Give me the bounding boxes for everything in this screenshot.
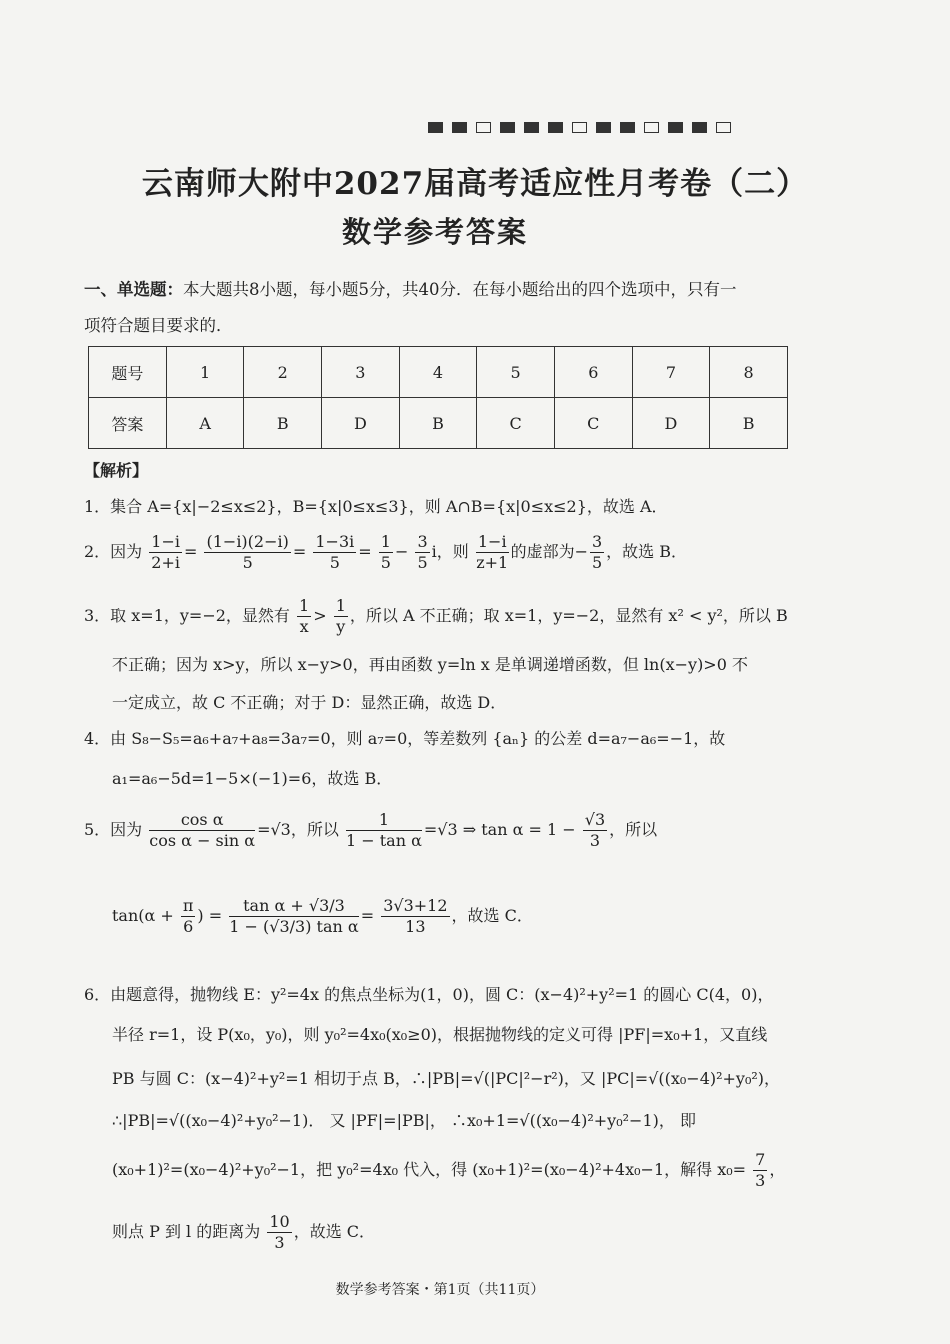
numerator: 1: [380, 532, 391, 551]
section-text-2: 项符合题目要求的．: [84, 316, 233, 335]
row-label-answer: 答案: [89, 398, 167, 449]
square-filled: [524, 122, 539, 133]
fraction: [379, 532, 393, 573]
square-outline: [644, 122, 659, 133]
denominator: 5: [417, 553, 428, 572]
page-footer: 数学参考答案・第1页（共11页）: [335, 1282, 545, 1298]
s6-text: (x₀+1)²=(x₀−4)²+y₀²−1，把 y₀²=4x₀ 代入，得 (x₀+1)²=(x₀−4)²+4x₀−1，解得 x₀=: [112, 1160, 747, 1179]
solution-6-line-6: [112, 1212, 824, 1253]
solution-3-line-2: 不正确；因为 x>y，所以 x−y>0，再由函数 y=ln x 是单调递增函数，但 ln(x−y)>0 不: [112, 655, 748, 674]
answer-cell: D: [632, 398, 710, 449]
solution-6-line-2: 半径 r=1，设 P(x₀，y₀)，则 y₀²=4x₀(x₀≥0)，根据抛物线的定义可得 |PF|=x₀+1，又直线: [112, 1025, 768, 1044]
square-outline: [476, 122, 491, 133]
solution-6-line-4: ∴|PB|=√((x₀−4)²+y₀²−1)． 又 |PF|=|PB|， ∴x₀+1=√((x₀−4)²+y₀²−1)， 即: [112, 1111, 696, 1130]
square-filled: [692, 122, 707, 133]
s5-text: tan(α +: [112, 906, 174, 925]
row-label-number: 题号: [89, 347, 167, 398]
numerator: 3: [591, 532, 603, 551]
square-filled: [596, 122, 611, 133]
denominator: 13: [405, 917, 426, 936]
numerator: tan α + √3/3: [229, 896, 358, 917]
solution-2: 2．因为 $\frac{1-i}{2+i}$ = $\frac{(1-i)(2-i)}{5}$ = $\frac{1-3i}{5}$ = $\frac{1}{5}$ − $\frac{3}{5}$ i，则 $\frac{1-i}{z+1}$ 的虚部为− $\frac{3}{5}$ ，故选 B．: [84, 532, 688, 572]
answer-cell: D: [322, 398, 400, 449]
denominator: 5: [591, 553, 603, 572]
square-outline: [716, 122, 731, 133]
s2-text: 的虚部为: [510, 542, 575, 561]
question-number: 1: [166, 347, 244, 398]
numerator: 7: [755, 1150, 766, 1169]
denominator: 3: [274, 1233, 285, 1252]
solution-5-line-2: tan(α + $\frac{\pi}{6}$ ) = $\frac{\text{tan α + √3/3}}{\text{1 − (√3/3) tan α}}$ = $\frac{3√3+12}{13}$ ，故选 C．: [112, 896, 533, 936]
question-number: 4: [399, 347, 477, 398]
section-label: 一、单选题：: [84, 280, 183, 299]
fraction: [181, 896, 196, 937]
question-number: 6: [554, 347, 632, 398]
denominator: 2+i: [151, 553, 180, 572]
fraction: [149, 810, 255, 851]
fraction: [415, 532, 429, 573]
question-number: 5: [477, 347, 555, 398]
solution-6-line-3: PB 与圆 C：(x−4)²+y²=1 相切于点 B，∴|PB|=√(|PC|²−r²)，又 |PC|=√((x₀−4)²+y₀²)，: [112, 1069, 781, 1088]
section-text-1: 本大题共8小题，每小题5分，共40分．在每小题给出的四个选项中，只有一: [183, 280, 737, 299]
solution-3-line-1: 3．取 x=1，y=−2，显然有 $\frac{1}{x}$ > $\frac{1}{y}$ ，所以 A 不正确；取 x=1，y=−2，显然有 x² < y²，所以 B: [84, 596, 788, 636]
solution-3-line-3: 一定成立，故 C 不正确；对于 D：显然正确，故选 D．: [112, 693, 507, 712]
denominator: 5: [242, 553, 253, 572]
numerator: 1: [335, 596, 346, 615]
numerator: 10: [269, 1212, 290, 1231]
fraction: [346, 810, 422, 851]
denominator: 5: [329, 553, 340, 572]
s3-text: 3．取 x=1，y=−2，显然有: [84, 606, 290, 625]
question-number: 7: [632, 347, 710, 398]
s2-text: 2．因为: [84, 542, 143, 561]
numerator: 3: [417, 532, 428, 551]
denominator: 3: [755, 1171, 766, 1190]
answer-cell: C: [554, 398, 632, 449]
s5-text: ，所以: [609, 820, 658, 839]
answer-cell: A: [166, 398, 244, 449]
square-filled: [620, 122, 635, 133]
s5-text: ，故选 C．: [451, 906, 533, 925]
solution-6-line-1: 6．由题意得，抛物线 E：y²=4x 的焦点坐标为(1，0)，圆 C：(x−4)²+y²=1 的圆心 C(4，0)，: [84, 985, 774, 1004]
question-number: 2: [244, 347, 322, 398]
solution-6-line-5: (x₀+1)²=(x₀−4)²+y₀²−1，把 y₀²=4x₀ 代入，得 (x₀+1)²=(x₀−4)²+4x₀−1，解得 x₀= $\frac{7}{3}$ ，: [112, 1150, 786, 1190]
section-heading-line: [84, 272, 794, 308]
table-row-numbers: [89, 347, 788, 398]
solution-4-line-1: 4．由 S₈−S₅=a₆+a₇+a₈=3a₇=0，则 a₇=0，等差数列 {aₙ} 的公差 d=a₇−a₆=−1，故: [84, 729, 726, 748]
question-number: 3: [322, 347, 400, 398]
fraction: [583, 810, 607, 851]
fraction: [229, 896, 358, 937]
answer-cell: B: [399, 398, 477, 449]
solution-4-line-2: a₁=a₆−5d=1−5×(−1)=6，故选 B．: [112, 769, 393, 788]
numerator: π: [182, 896, 194, 915]
s5-text: ) =: [197, 906, 223, 925]
fraction: [753, 1150, 767, 1191]
denominator: cos α − sin α: [149, 831, 256, 850]
denominator: z+1: [476, 553, 509, 572]
solution-5-line-1: [84, 810, 796, 851]
fraction: [381, 896, 449, 937]
denominator: 6: [183, 917, 194, 936]
s6-text: 则点 P 到 l 的距离为: [112, 1222, 261, 1241]
square-filled: [668, 122, 683, 133]
s5-text: 5．因为: [84, 820, 143, 839]
numerator: 1−3i: [315, 532, 355, 551]
denominator: 1 − tan α: [345, 831, 422, 850]
numerator: (1−i)(2−i): [206, 532, 289, 551]
analysis-label: 【解析】: [84, 461, 149, 480]
s2-text: ，故选 B．: [606, 542, 688, 561]
square-filled: [452, 122, 467, 133]
answer-cell: C: [477, 398, 555, 449]
s5-text: =√3 ⇒ tan α = 1 −: [423, 820, 576, 839]
answer-table: [88, 346, 788, 449]
denominator: 1 − (√3/3) tan α: [229, 917, 359, 936]
fraction: [590, 532, 604, 573]
numerator: 1: [346, 810, 422, 831]
fraction: [334, 596, 348, 637]
numerator: 1−i: [477, 532, 507, 551]
numerator: 3√3+12: [383, 896, 448, 915]
denominator: x: [299, 617, 309, 636]
square-outline: [572, 122, 587, 133]
square-filled: [428, 122, 443, 133]
table-row-answers: [89, 398, 788, 449]
fraction: [149, 532, 182, 573]
document-title: 云南师大附中2027届高考适应性月考卷（二）: [141, 166, 809, 202]
solution-1: 1．集合 A={x|−2≤x≤2}，B={x|0≤x≤3}，则 A∩B={x|0≤x≤2}，故选 A．: [84, 497, 668, 516]
document-subtitle: 数学参考答案: [341, 215, 528, 249]
s5-text: =√3，所以: [257, 820, 339, 839]
fraction: [204, 532, 290, 573]
numerator: cos α: [149, 810, 255, 831]
fraction: [313, 532, 356, 573]
s3-text: ，所以 A 不正确；取 x=1，y=−2，显然有 x² < y²，所以 B: [349, 606, 788, 625]
fraction: [267, 1212, 291, 1253]
s2-text: ，则: [436, 542, 469, 561]
header-square-pattern: [428, 122, 731, 133]
s6-text: ，故选 C．: [293, 1222, 376, 1241]
question-number: 8: [710, 347, 788, 398]
fraction: [476, 532, 509, 573]
numerator: 1: [299, 596, 310, 615]
answer-cell: B: [710, 398, 788, 449]
denominator: 3: [589, 831, 601, 850]
square-filled: [548, 122, 563, 133]
answer-cell: B: [244, 398, 322, 449]
square-filled: [500, 122, 515, 133]
numerator: √3: [584, 810, 606, 829]
fraction: [297, 596, 311, 637]
numerator: 1−i: [151, 532, 180, 551]
denominator: y: [336, 617, 346, 636]
denominator: 5: [380, 553, 391, 572]
